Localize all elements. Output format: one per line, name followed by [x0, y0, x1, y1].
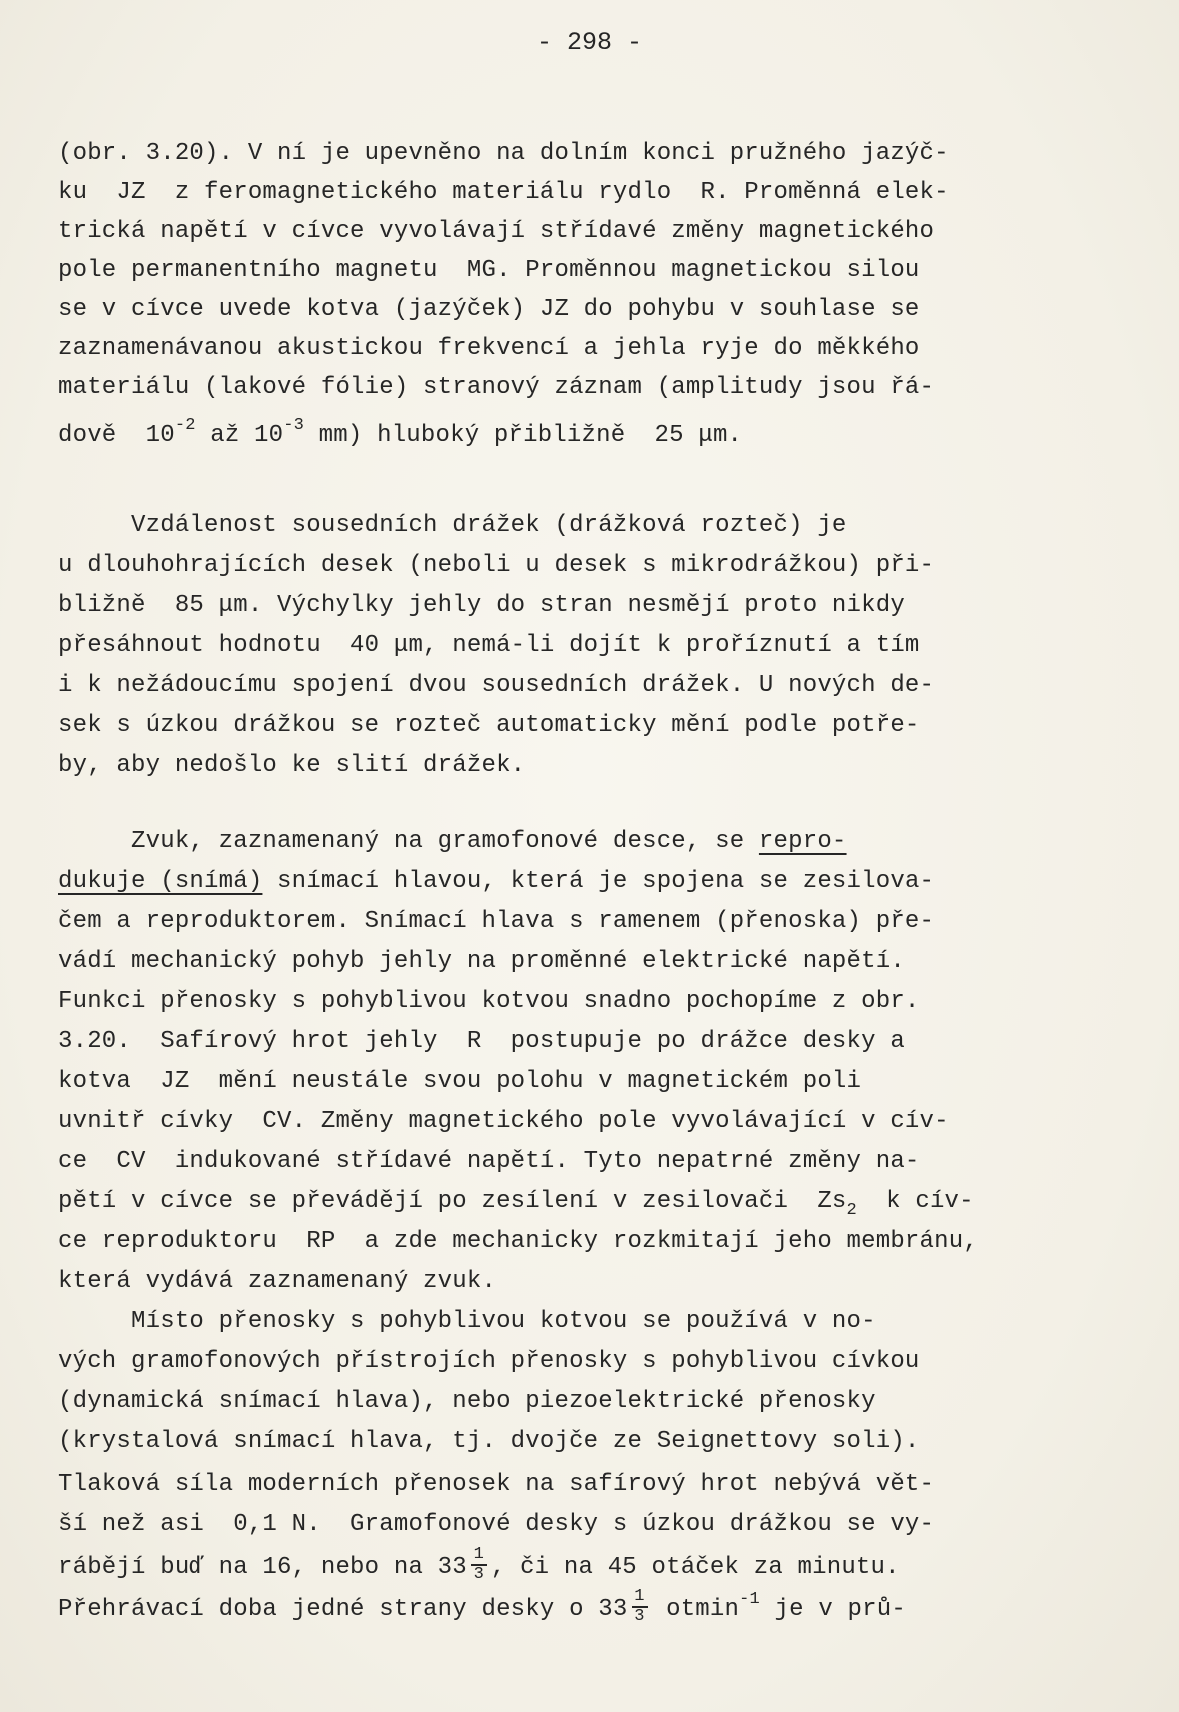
- text-line: ší než asi 0,1 N. Gramofonové desky s úzkou drážkou se vy-: [58, 1511, 935, 1538]
- text-line: materiálu (lakové fólie) stranový záznam (amplitudy jsou řá-: [58, 374, 935, 401]
- text-line: u dlouhohrajících desek (neboli u desek s mikrodrážkou) při-: [58, 552, 935, 579]
- text-segment: Přehrávací doba jedné strany desky o 33: [58, 1596, 628, 1624]
- text-line: [58, 1545, 1128, 1588]
- text-line: [58, 416, 1128, 456]
- fraction: [632, 1588, 648, 1626]
- text-line: která vydává zaznamenaný zvuk.: [58, 1268, 497, 1295]
- exponent: -2: [174, 416, 196, 435]
- text-line: čem a reproduktorem. Snímací hlava s ramenem (přenoska) pře-: [58, 908, 935, 935]
- text-segment: Zvuk, zaznamenaný na gramofonové desce, se: [58, 828, 759, 855]
- fraction-denominator: 3: [473, 1565, 485, 1584]
- text-line: vádí mechanický pohyb jehly na proměnné elektrické napětí.: [58, 948, 905, 975]
- text-line: Vzdálenost sousedních drážek (drážková rozteč) je: [58, 512, 847, 539]
- fraction-numerator: 1: [632, 1588, 648, 1608]
- text-line: trická napětí v cívce vyvolávají střídavé změny magnetického: [58, 218, 935, 245]
- text-line: i k nežádoucímu spojení dvou sousedních drážek. U nových de-: [58, 672, 935, 699]
- text-segment: pětí v cívce se převádějí po zesílení v zesilovači Zs: [58, 1188, 847, 1215]
- text-line: ce reproduktoru RP a zde mechanicky rozkmitají jeho membránu,: [58, 1228, 978, 1255]
- text-line: 3.20. Safírový hrot jehly R postupuje po drážce desky a: [58, 1028, 905, 1055]
- text-segment: k cív-: [856, 1188, 974, 1215]
- text-line: přesáhnout hodnotu 40 μm, nemá-li dojít k proříznutí a tím: [58, 632, 920, 659]
- fraction-denominator: 3: [634, 1607, 645, 1626]
- text-line: ku JZ z feromagnetického materiálu rydlo R. Proměnná elek-: [58, 179, 949, 206]
- exponent: -3: [283, 416, 305, 435]
- text-line: [58, 1587, 1128, 1630]
- text-line: [58, 822, 1128, 862]
- text-line: Místo přenosky s pohyblivou kotvou se používá v no-: [58, 1308, 876, 1335]
- text-line: sek s úzkou drážkou se rozteč automaticky mění podle potře-: [58, 712, 920, 739]
- text-segment: , či na 45 otáček za minutu.: [490, 1554, 900, 1582]
- underlined-term: repro-: [758, 828, 847, 855]
- fraction: [471, 1546, 487, 1584]
- text-segment: snímací hlavou, která je spojena se zesilova-: [262, 868, 935, 895]
- text-line: Tlaková síla moderních přenosek na safírový hrot nebývá vět-: [58, 1471, 935, 1498]
- text-line: vých gramofonových přístrojích přenosky s pohyblivou cívkou: [58, 1348, 920, 1375]
- text-segment: až 10: [195, 422, 284, 449]
- fraction-numerator: 1: [471, 1546, 487, 1566]
- subscript: 2: [846, 1201, 857, 1220]
- text-line: bližně 85 μm. Výchylky jehly do stran nesmějí proto nikdy: [58, 592, 905, 619]
- text-segment: rábějí buď na 16, nebo na 33: [58, 1554, 467, 1582]
- text-segment: otmin: [651, 1596, 740, 1624]
- text-line: (obr. 3.20). V ní je upevněno na dolním konci pružného jazýč-: [58, 140, 949, 167]
- exponent: -1: [739, 1590, 760, 1610]
- text-line: (krystalová snímací hlava, tj. dvojče ze Seignettovy soli).: [58, 1428, 920, 1455]
- text-segment: je v prů-: [759, 1596, 906, 1624]
- text-line: [58, 1182, 1128, 1222]
- text-line: se v cívce uvede kotva (jazýček) JZ do pohybu v souhlase se: [58, 296, 920, 323]
- text-line: zaznamenávanou akustickou frekvencí a jehla ryje do měkkého: [58, 335, 920, 362]
- underlined-term: dukuje (snímá): [58, 868, 263, 895]
- text-line: Funkci přenosky s pohyblivou kotvou snadno pochopíme z obr.: [58, 988, 920, 1015]
- text-line: [58, 862, 1128, 902]
- page-number: - 298 -: [536, 28, 643, 57]
- text-line: pole permanentního magnetu MG. Proměnnou magnetickou silou: [58, 257, 920, 284]
- text-line: uvnitř cívky CV. Změny magnetického pole vyvolávající v cív-: [58, 1108, 949, 1135]
- text-line: (dynamická snímací hlava), nebo piezoelektrické přenosky: [58, 1388, 876, 1415]
- text-line: ce CV indukované střídavé napětí. Tyto nepatrné změny na-: [58, 1148, 920, 1175]
- text-segment: dově 10: [58, 422, 175, 449]
- text-segment: mm) hluboký přibližně 25 μm.: [304, 422, 743, 449]
- text-line: kotva JZ mění neustále svou polohu v magnetickém poli: [58, 1068, 862, 1095]
- text-line: by, aby nedošlo ke slití drážek.: [58, 752, 526, 779]
